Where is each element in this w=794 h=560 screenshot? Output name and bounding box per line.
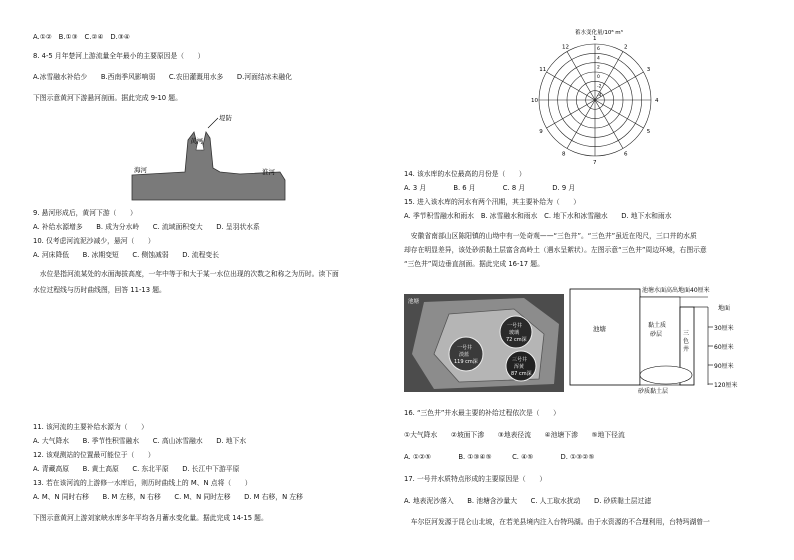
well-label-1: 三 <box>683 330 690 337</box>
label-dike: 堤防 <box>219 114 232 122</box>
q9-options: A. 补给水源增多 B. 成为分水岭 C. 流域面积变大 D. 呈羽状水系 <box>33 223 260 231</box>
well2-color: 淡蓝 <box>459 352 470 358</box>
intro-11-13-line1: 水位是指河流某处的水面海拔高度，一年中等于和大于某一水位出现的次数之和称之为历时。读下面 <box>33 270 339 278</box>
clay-sand-label-2: 砂层 <box>650 331 663 338</box>
intro-14-15: 下图示意黄河上游刘家峡水库多年平均各月蓄水变化量。据此完成 14-15 题。 <box>33 514 268 522</box>
q16-items: ①大气降水 ②坡面下渗 ③地表径流 ④池塘下渗 ⑤地下径流 <box>404 431 625 439</box>
radar-month-label: 11 <box>539 67 547 73</box>
q9-stem: 9. 悬河形成后，黄河下游（ ） <box>33 209 137 217</box>
q11-stem: 11. 该河流的主要补给水源为（ ） <box>33 423 148 431</box>
label-hai-river: 海河 <box>134 166 147 174</box>
intro-16-17-line1: 安徽省南部山区陈阳镇的山坳中有一处奇观——“三色井”。“三色井”虽近在咫尺，三口井的水质 <box>404 232 697 240</box>
radar-tick: 0 <box>597 75 600 80</box>
radar-spoke <box>567 100 595 148</box>
q14-stem: 14. 该水库的水位最高的月份是（ ） <box>404 170 526 178</box>
label-yellow-river: 黄河 <box>190 137 203 145</box>
intro-11-13-line2: 水位过程线与历时曲线图，回答 11-13 题。 <box>33 286 166 294</box>
prev-options: A.①② B.①③ C.②④ D.③④ <box>33 33 130 41</box>
radar-tick: 4 <box>597 56 600 62</box>
q15-stem: 15. 进入该水库的河水有两个汛期，其主要补给为（ ） <box>404 198 581 206</box>
reservoir-radar-chart <box>520 24 670 164</box>
well2-depth: 119 cm深 <box>454 359 478 365</box>
radar-spoke <box>595 72 643 100</box>
radar-tick: -4 <box>597 93 602 99</box>
q17-options: A. 地表泥沙落入 B. 池塘含沙量大 C. 人工取水扰动 D. 砂质黏土层过滤 <box>404 497 652 505</box>
radar-tick: 6 <box>597 47 600 52</box>
q8-stem: 8. 4-5 月年楚河上游流量全年最小的主要原因是（ ） <box>33 52 205 60</box>
label-huai-river: 淮河 <box>262 168 275 176</box>
radar-month-label: 12 <box>562 44 569 51</box>
pond-top-label: 池塘水面高出地面40厘米 <box>642 287 710 294</box>
q13-stem: 13. 若在该河流的上游修一水库后，则历时曲线上的 M、N 点将（ ） <box>33 479 252 487</box>
pond-label: 池塘 <box>593 325 606 333</box>
q14-options: A. 3 月 B. 6 月 C. 8 月 D. 9 月 <box>404 184 576 192</box>
well1-depth: 72 cm深 <box>506 337 527 343</box>
q15-options: A. 季节积雪融水和雨水 B. 冰雪融水和雨水 C. 地下水和冰雪融水 D. 地下水和雨水 <box>404 212 672 220</box>
well-label-3: 井 <box>683 346 690 353</box>
radar-month-label: 2 <box>624 44 628 51</box>
radar-spoke <box>547 72 595 100</box>
depth-60: 60厘米 <box>714 344 734 351</box>
sandy-clay-lens <box>640 366 692 384</box>
radar-spoke <box>595 100 643 128</box>
q16-stem: 16. “三色井”井水最主要的补给过程依次是（ ） <box>404 409 560 417</box>
depth-90: 90厘米 <box>714 363 734 370</box>
radar-month-label: 7 <box>593 160 597 164</box>
well3-name: 三号井 <box>512 357 528 363</box>
intro-16-17-line2: 却存在明显差异，该处砂质黏土层富含高岭土（遇水呈絮状）。左图示意“三色井”周边环境，右图示意 <box>404 246 707 254</box>
tail-paragraph: 车尔臣河发源于昆仑山北坡，在若羌县境内注入台特玛湖。由于水资源的不合理利用，台特玛湖曾一 <box>404 518 710 526</box>
sandy-clay-label: 砂质黏土层 <box>638 388 669 395</box>
pond-section <box>570 289 640 385</box>
well2-name: 一号井 <box>457 345 473 351</box>
radar-month-label: 3 <box>646 67 651 73</box>
photo-corner-label: 池塘 <box>408 299 420 305</box>
radar-month-label: 4 <box>655 98 659 104</box>
well1-name: 一号井 <box>507 323 523 329</box>
radar-spoke <box>567 52 595 100</box>
well-label-2: 色 <box>683 338 690 345</box>
q13-options: A. M、N 同时右移 B. M 左移，N 右移 C. M、N 同时左移 D. M 右移，N 左移 <box>33 493 303 501</box>
q12-options: A. 青藏高原 B. 黄土高原 C. 东北平原 D. 长江中下游平原 <box>33 465 240 473</box>
q11-options: A. 大气降水 B. 季节性积雪融水 C. 高山冰雪融水 D. 地下水 <box>33 437 247 445</box>
q12-stem: 12. 该观测站的位置最可能位于（ ） <box>33 451 155 459</box>
well1-color: 玻璃 <box>509 330 520 336</box>
radar-spoke <box>595 100 623 148</box>
q8-options: A.冰雪融水补给少 B.西南季风影响弱 C.农田灌溉用水多 D.河面结冰未融化 <box>33 73 292 81</box>
radar-title: 蓄水变化量/10⁸ m³ <box>575 30 623 36</box>
radar-spoke <box>547 100 595 128</box>
q17-stem: 17. 一号井水质特点形成的主要原因是（ ） <box>404 475 547 483</box>
dike-pointer <box>208 118 218 128</box>
q10-stem: 10. 仅考虑河流泥沙减少，悬河（ ） <box>33 237 155 245</box>
clay-sand-label-1: 黏土质 <box>648 322 667 329</box>
ground-label: 地面 <box>718 305 731 312</box>
levee-profile-figure <box>130 110 290 202</box>
intro-9-10: 下图示意黄河下游悬河剖面。据此完成 9-10 题。 <box>33 94 182 102</box>
well3-depth: 87 cm深 <box>511 371 532 377</box>
radar-month-label: 8 <box>562 151 566 158</box>
radar-month-label: 6 <box>624 151 628 158</box>
riverbed-profile <box>132 132 285 200</box>
three-color-wells-photo <box>404 294 564 392</box>
radar-month-label: 9 <box>539 129 543 135</box>
q10-options: A. 河床降低 B. 冰期变短 C. 侧蚀减弱 D. 流程变长 <box>33 251 219 259</box>
radar-month-label: 5 <box>646 129 651 135</box>
radar-spokes <box>539 44 651 156</box>
well3-color: 浑黄 <box>514 364 525 370</box>
depth-30: 30厘米 <box>714 325 734 332</box>
intro-16-17-line3: “三色井”周边垂直剖面。据此完成 16-17 题。 <box>404 260 544 268</box>
q16-options: A. ①②⑤ B. ①③④⑤ C. ④⑤ D. ①③②⑤ <box>404 453 595 461</box>
radar-month-label: 1 <box>593 36 597 42</box>
radar-tick: 2 <box>597 65 600 71</box>
depth-120: 120厘米 <box>714 382 738 389</box>
radar-month-label: 10 <box>531 98 538 104</box>
radar-tick: -2 <box>597 84 602 90</box>
three-color-wells-section <box>568 283 768 395</box>
